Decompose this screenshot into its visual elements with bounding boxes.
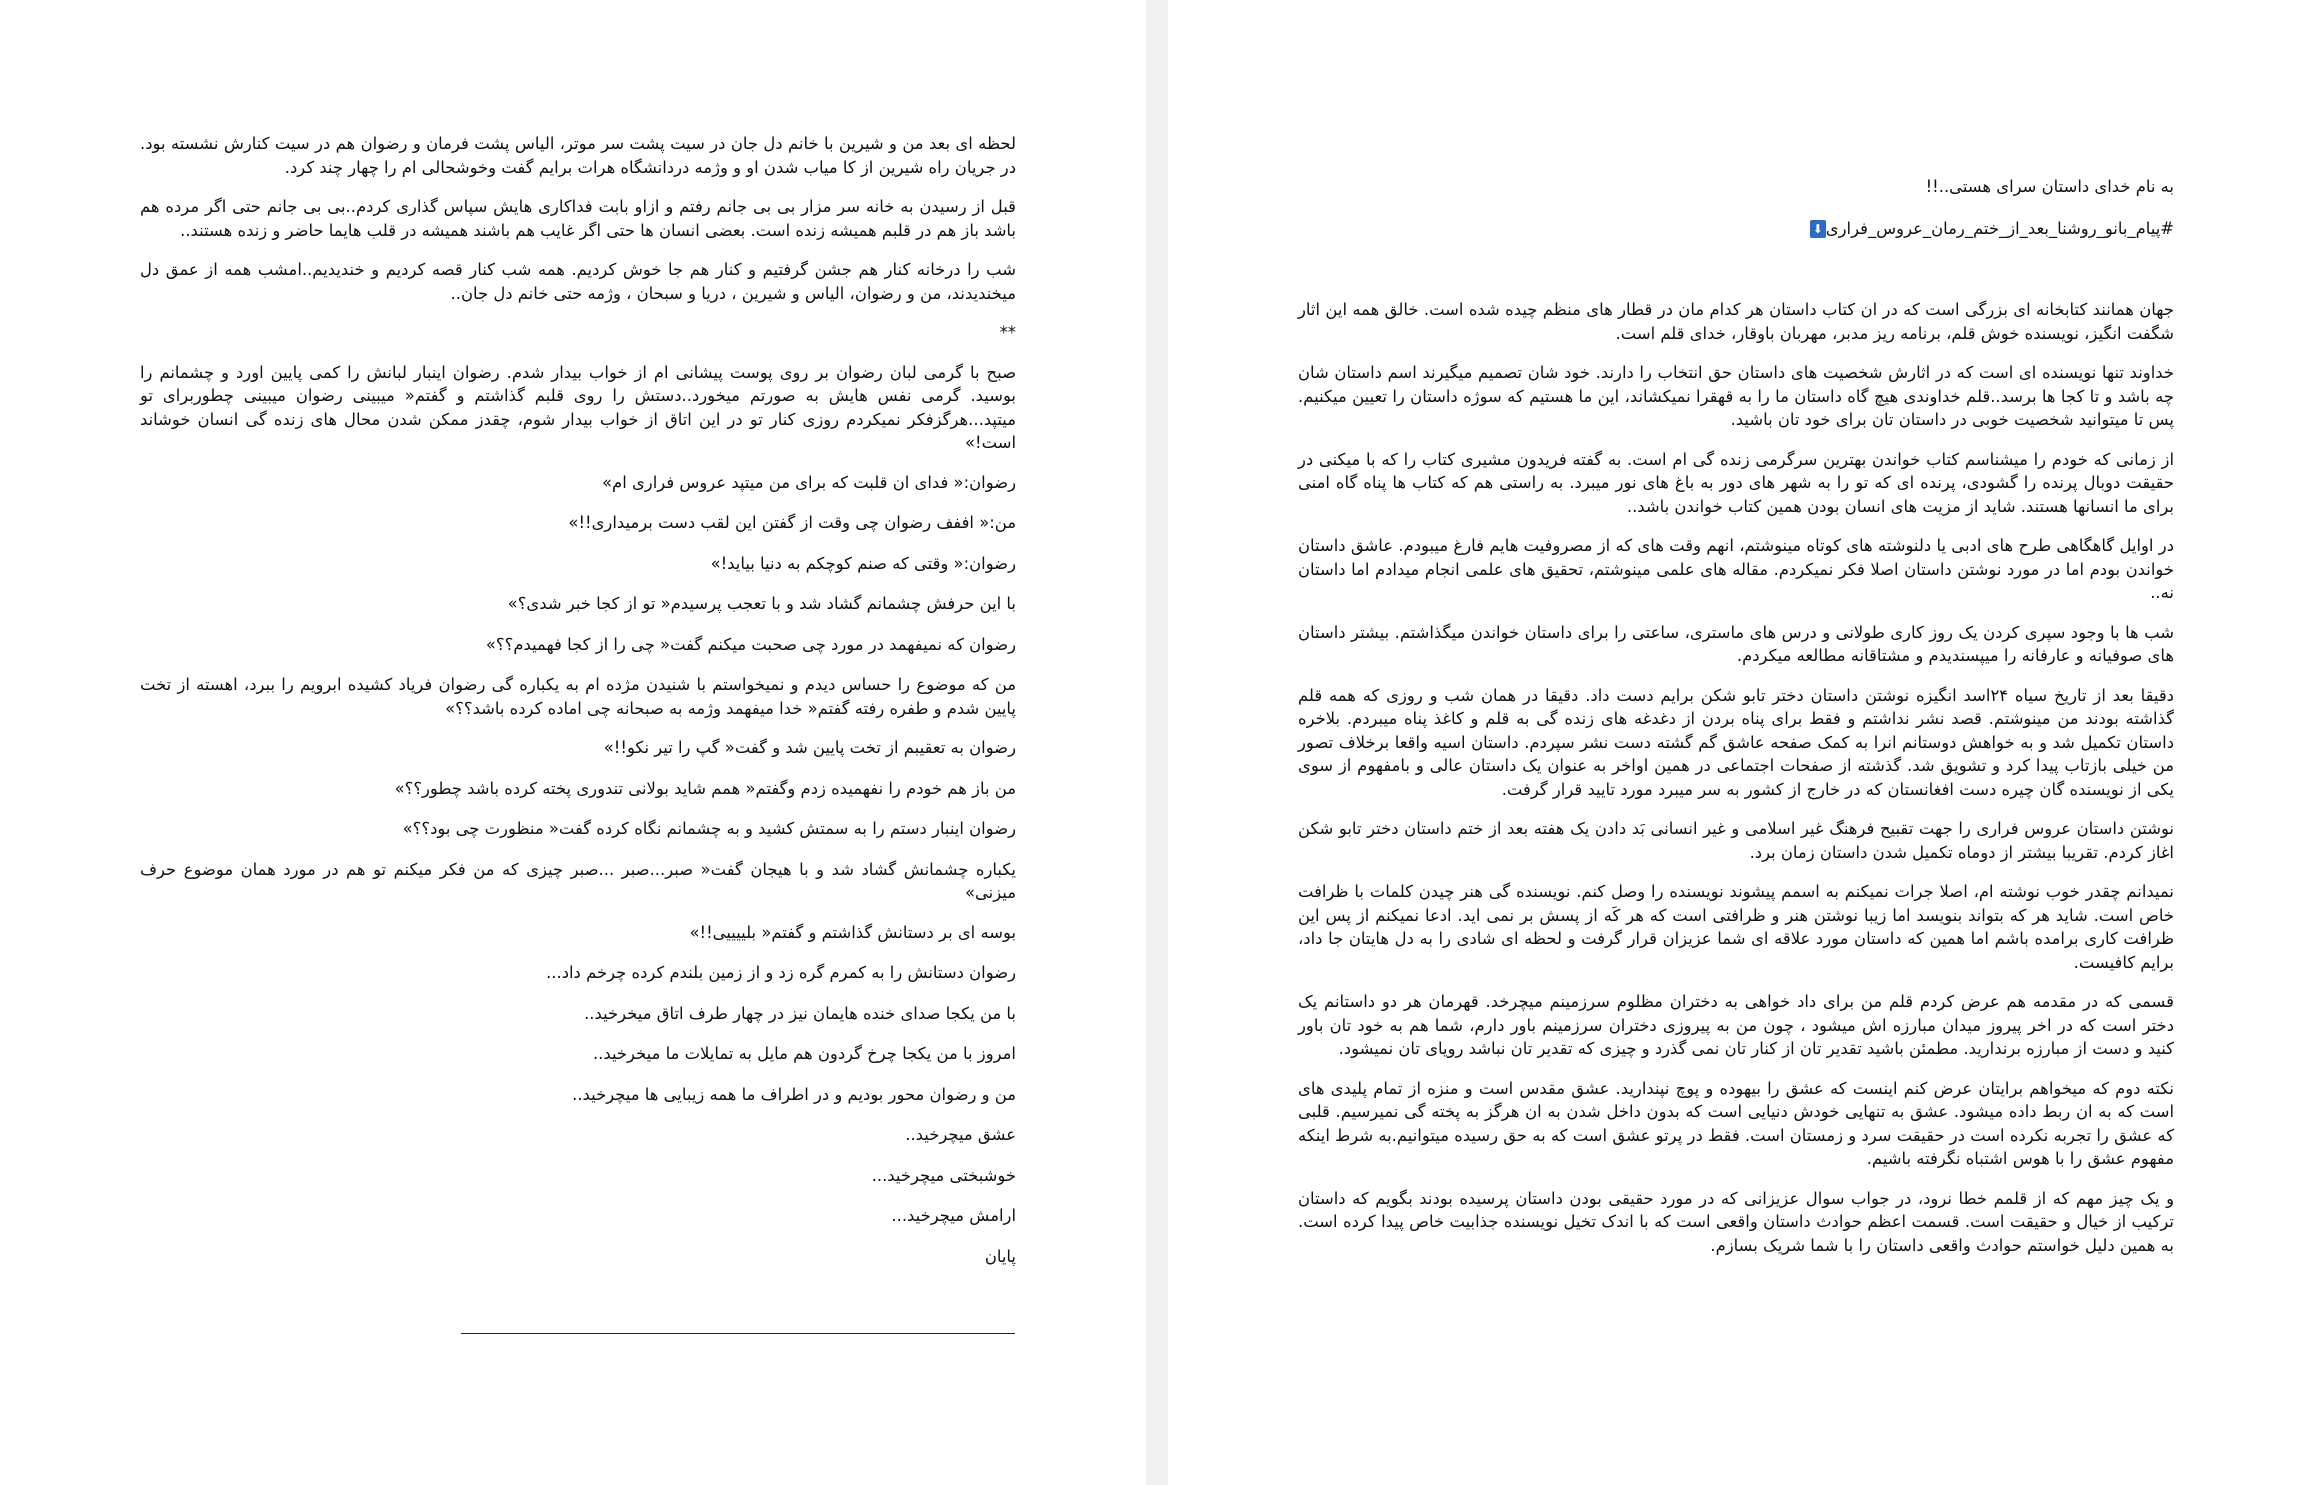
paragraph: خداوند تنها نویسنده ای است که در اثارش شخصیت های داستان حق انتخاب را دارند. خود شان تصمیم میگیرند اسم داستان شان چه باشد و تا کجا ها برسد..قلم خداوندی هیچ گاه داستان ما را به قهقرا نمیکشاند، این ما هستیم که سوژه داستان را تعیین میکنیم. پس تا میتوانید شخصیت خوبی در داستان تان برای خود تان باشید. [1298, 363, 2174, 429]
paragraph: رضوان اینبار دستم را به سمتش کشید و به چشمانم نگاه کرده گفت« منظورت چی بود؟؟» [402, 819, 1016, 838]
paragraph: نکته دوم که میخواهم برایتان عرض کنم اینست که عشق را بیهوده و پوچ نپندارید. عشق مقدس است و منزه از تمام پلیدی های است که به ان ربط داده میشود. عشق به تنهایی خودش دنیایی است که بدون داخل شدن به ان هرگز به پخته گی نمیرسیم. قلبی که عشق را تجربه نکرده است در حقیقت سرد و زمستان است. فقط در پرتو عشق است که به حق رسیده میتوانیم.به شرط اینکه مفهوم عشق را با هوس اشتباه نگرفته باشیم. [1298, 1078, 2174, 1168]
document-page-right [1168, 0, 2314, 1485]
end-word: پایان [984, 1246, 1016, 1266]
paragraph: قبل از رسیدن به خانه سر مزار بی بی جانم رفتم و ازاو بابت فداکاری هایش سپاس گذاری کردم..بی بی جانم حتی اگر مرده هم باشد باز هم در قلبم همیشه زنده است. بعضی انسان ها حتی اگر غایب هم باشند همیشه در قلب هایما حاضر و زنده هستند.. [140, 197, 1016, 240]
paragraph: صبح با گرمی لبان رضوان بر روی پوست پیشانی ام از خواب بیدار شدم. رضوان اینبار لبانش را کمی پایین اورد و چشمانم را بوسید. گرمی نفس هایش به صورتم میخورد..دستش را روی قلبم گذاشتم و گفتم« میبینی رضوان میبینی چطوربرای تو میتپد...هرگزفکر نمیکردم روزی کنار تو در این اتاق از خواب بیدار شوم، چقدز ممکن شدن محال های زنده گی انسان خوشاند است!» [140, 362, 1016, 452]
paragraph: من و رضوان محور بودیم و در اطراف ما همه زیبایی ها میچرخید.. [572, 1084, 1016, 1104]
paragraph: لحظه ای بعد من و شیرین با خانم دل جان در سیت پشت سر موتر، الیاس پشت فرمان و رضوان هم در سیت کنارش نشسته بود. در جریان راه شیرین از کا میاب شدن او و وژمه دردانشگاه هرات برایم گفت وخوشحالی ام را چهار چند کرد. [140, 134, 1016, 177]
paragraph: من باز هم خودم را نفهمیده زدم وگفتم« همم شاید بولانی تندوری پخته کرده باشد چطور؟؟» [394, 778, 1016, 798]
paragraph: رضوان به تعقیبم از تخت پایین شد و گفت« گپ را تیر نکو!!» [603, 738, 1016, 757]
paragraph: جهان همانند کتابخانه ای بزرگی است که در ان کتاب داستان هر کدام مان در قطار های منظم چیده شده است. خالق همه این اثار شگفت انگیز، نویسنده خوش قلم، برنامه ریز مدبر، مهربان باوقار، خدای قلم است. [1298, 300, 2174, 343]
paragraph: نمیدانم چقدر خوب نوشته ام، اصلا جرات نمیکنم به اسمم پیشوند نویسنده را وصل کنم. نویسنده گی هنر چیدن کلمات با ظرافت خاص است. شاید هر که بتواند بنویسد اما زیبا نوشتن هنر و ظرافتی است که هر کَه از پسش بر نمی اید. ادعا نمیکنم از پس این ظرافت کاری برامده باشم اما همین که داستان مورد علاقه ای شما عزیزان قرار گرفت و لحظه ای شادی را به دل هایتان جا داد، برایم کافیست. [1298, 882, 2174, 972]
paragraph: ارامش میچرخید... [891, 1206, 1016, 1225]
hashtag-line [1298, 217, 2174, 241]
paragraph: از زمانی که خودم را میشناسم کتاب خواندن بهترین سرگرمی زنده گی ام است. به گفته فریدون مشیری کتاب را که با میکنی در حقیقت دوبال پرنده را گشودی، پرنده ای که تو را به شهر های دور به باغ های نور میبرد. به راستی هم که کتاب ها پناه گاه امنی برای ما انسانها هستند. شاید از مزیت های انسان بودن همین کتاب خواندن باشد.. [1298, 449, 2174, 516]
page-left-text [140, 132, 1016, 1284]
paragraph: رضوان:« وقتی که صنم کوچکم به دنیا بیاید!» [710, 553, 1016, 573]
paragraph: در اوایل گاهگاهی طرح های ادبی یا دلنوشته های کوتاه مینوشتم، انهم وقت های که از مصروفیت هایم فارغ میبودم. عاشق داستان خواندن بودم اما در مورد نوشتن داستان اصلا فکر نمیکردم. مقاله های علمی مینوشتم، تحقیق های علمی انجام میدادم اما داستان نه.. [1298, 536, 2174, 602]
paragraph: عشق میچرخید.. [905, 1125, 1016, 1144]
paragraph: یکباره چشمانش گشاد شد و با هیجان گفت« صبر...صبر ...صبر چیزی که من فکر میکنم تو هم در مورد همان موضوع حرف میزنی» [140, 859, 1016, 902]
section-separator: ** [999, 323, 1016, 342]
paragraph: و یک چیز مهم که از قلمم خطا نرود، در جواب سوال عزیزانی که در مورد حقیقی بودن داستان پرسیده بودند بگویم که داستان ترکیب از خیال و حقیقت است. قسمت اعظم حوادث داستان واقعی است که با اندک تخیل نویسنده جذابیت خاص پیدا کرده است. به همین دلیل خواستم حوادث واقعی داستان را با شما شریک بسازم. [1298, 1188, 2174, 1255]
paragraph: رضوان:« فدای ان قلبت که برای من میتپد عروس فراری ام» [602, 472, 1016, 492]
paragraph: رضوان که نمیفهمد در مورد چی صحبت میکنم گفت« چی را از کجا فهمیدم؟؟» [485, 634, 1016, 654]
download-icon: ⬇ [1810, 220, 1826, 238]
document-page-left [0, 0, 1146, 1485]
paragraph: با این حرفش چشمانم گشاد شد و با تعجب پرسیدم« تو از کجا خبر شدی؟» [507, 594, 1016, 613]
hashtag-text: #پیام_بانو_روشنا_بعد_از_ختم_رمان_عروس_فراری [1825, 218, 2174, 238]
page-right-text [1298, 175, 2174, 1273]
paragraph: امروز با من یکجا چرخ گردون هم مایل به تمایلات ما میخرخید.. [592, 1044, 1016, 1063]
paragraph: بوسه ای بر دستانش گذاشتم و گفتم« بلییییی!!» [689, 922, 1016, 942]
paragraph: رضوان دستانش را به کمرم گره زد و از زمین بلندم کرده چرخم داد... [546, 963, 1016, 982]
paragraph: شب را درخانه کنار هم جشن گرفتیم و کنار هم جا خوش کردیم. همه شب کنار قصه کردیم و خندیدیم..امشب همه از عمق دل میخندیدند، من و رضوان، الیاس و شیرین ، دریا و سبحان ، وژمه حتی خانم دل جان.. [140, 260, 1016, 303]
footnote-rule [461, 1333, 1015, 1334]
paragraph: نوشتن داستان عروس فراری را جهت تقبیح فرهنگ غیر اسلامی و غیر انسانی بَد دادن یک هفته بعد از ختم داستان دختر تابو شکن اغاز کردم. تقریبا بیشتر از دوماه تکمیل شدن داستان زمان برد. [1298, 819, 2174, 862]
paragraph: من:« اففف رضوان چی وقت از گفتن این لقب دست برمیداری!!» [568, 513, 1016, 532]
paragraph: دقیقا بعد از تاریخ سیاه ۲۴اسد انگیزه نوشتن داستان دختر تابو شکن برایم دست داد. دقیقا در همان شب و روزی که همه قلم گذاشته بودند من مینوشتم. قصد نشر نداشتم و فقط برای پناه بردن از دغدغه های زنده گی به قلم و کاغذ پناه میبردم. بلاخره داستان تکمیل شد و به خواهش دوستانم انرا به کمک صفحه عاشق گم گشته دست نشر سپردم. داستان اسیه واقعا برخلاف تصور من خیلی بازتاب پیدا کرد و تشویق شد. گذشته از صفحات اجتماعی در همین اواخر به عنوان یک داستان عالی و بامفهوم از سوی یکی از نویسنده گان چیره دست افغانستان که در خارج از کشور به سر میبرد مورد تایید قرار گرفت. [1298, 685, 2174, 799]
paragraph: من که موضوع را حساس دیدم و نمیخواستم با شنیدن مژده ام به یکباره گی رضوان فریاد کشیده ابرویم را ببرد، اهسته از تخت پایین شدم و طفره رفته گفتم« خدا میفهمد وژمه به صبحانه چی اماده کرده باشد؟؟» [140, 675, 1016, 718]
paragraph: شب ها با وجود سپری کردن یک روز کاری طولانی و درس های ماستری، ساعتی را برای داستان خواندن میگذاشتم. بیشتر داستان های صوفیانه و عارفانه را میپسندیدم و مشتاقانه مطالعه میکردم. [1298, 622, 2174, 665]
page-heading: به نام خدای داستان سرای هستی..!! [1925, 177, 2174, 196]
paragraph: با من یکجا صدای خنده هایمان نیز در چهار طرف اتاق میخرخید.. [584, 1003, 1016, 1023]
paragraph: قسمی که در مقدمه هم عرض کردم قلم من برای داد خواهی به دختران مظلوم سرزمینم میچرخد. قهرمان هر دو داستانم یک دختر است که در اخر پیروز میدان مبارزه اش میشود ، چون من به پیروزی دختران سرزمینم باور دارم، شما هم به خود تان باور کنید و دست از مبارزه برندارید. مطمئن باشید تقدیر تان از کنار تان نمی گذرد و چیزی که تقدیر تان نباشد رویای تان نمیشود. [1298, 992, 2174, 1058]
paragraph: خوشبختی میچرخید... [871, 1165, 1016, 1185]
